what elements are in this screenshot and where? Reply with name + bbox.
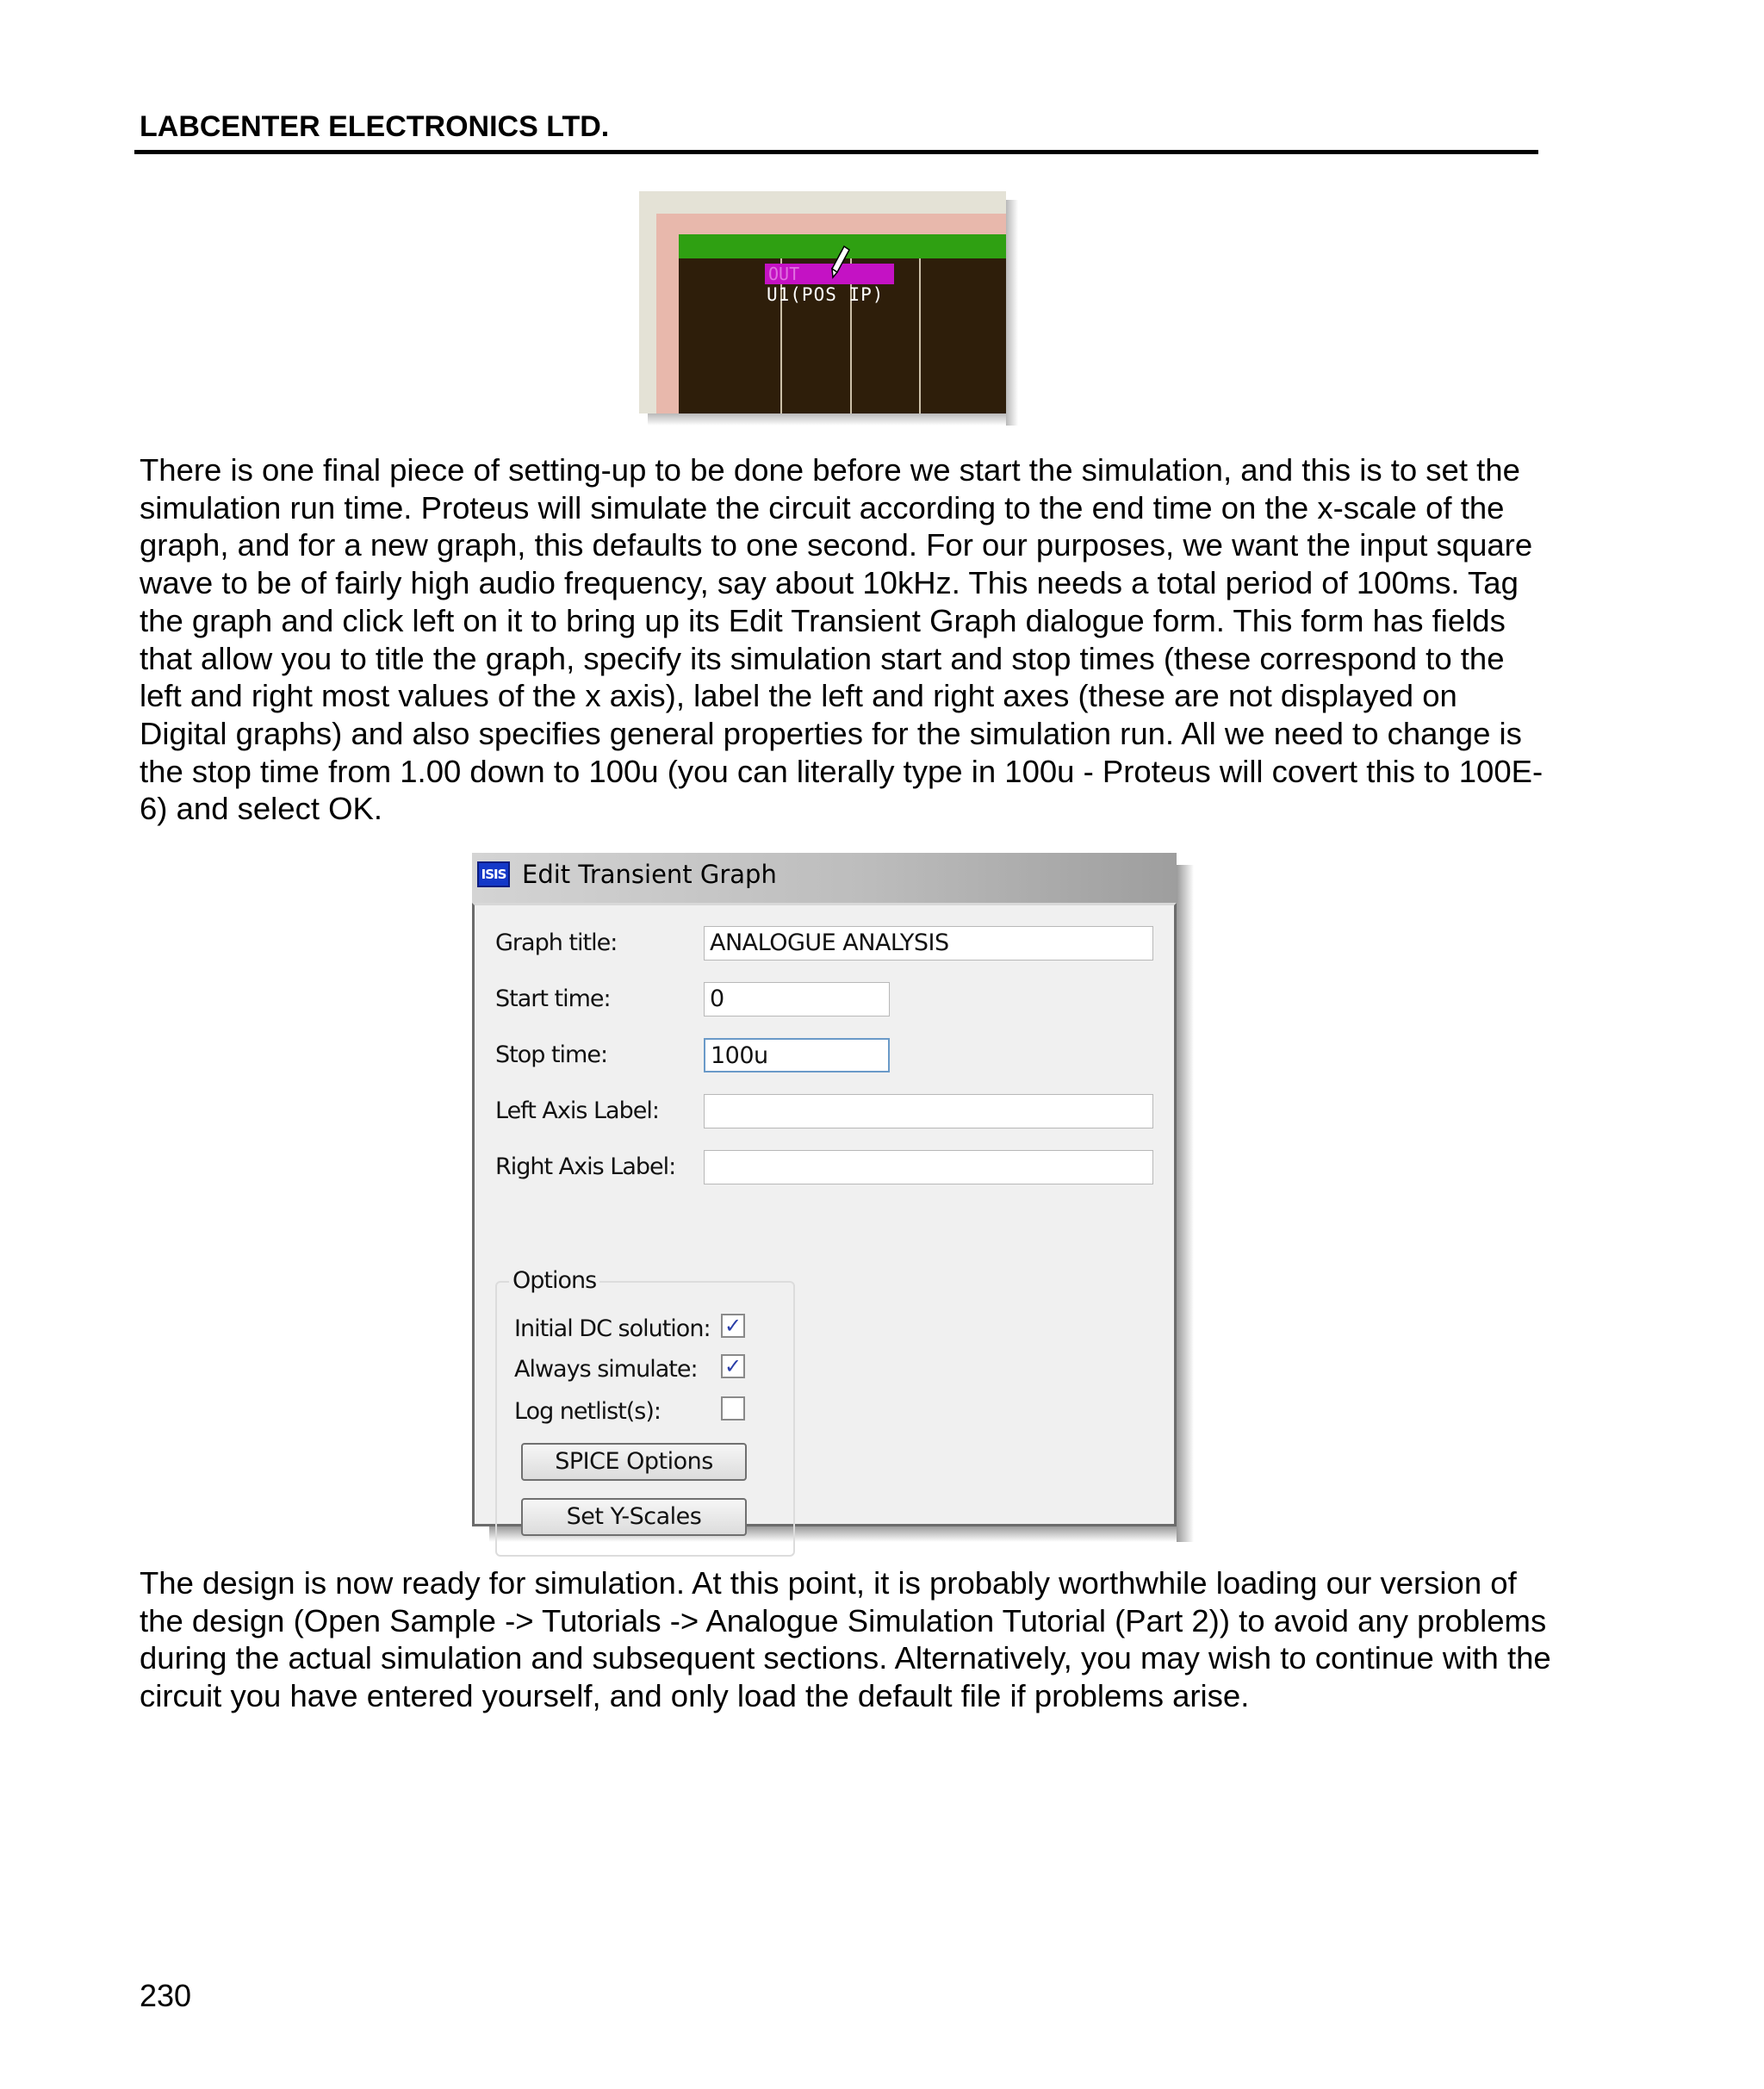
header-rule: [134, 150, 1538, 154]
left-axis-label: Left Axis Label:: [495, 1097, 659, 1124]
paragraph-setup: There is one final piece of setting-up to be done before we start the simulation, and this is to set the simulation run time. Proteus will simulate the circuit according to the end time on the x-scale of the graph, and for a new graph, this defaults to one second. For our purposes, we want the input square wave to be of fairly high audio frequency, say about 10kHz. This needs a total period of 100ms. Tag the graph and click left on it to bring up its Edit Transient Graph dialogue form. This form has fields that allow you to title the graph, specify its simulation start and stop times (these correspond to the left and right most values of the x axis), label the left and right axes (these are not displayed on Digital graphs) and also specifies general properties for the simulation run. All we need to change is the stop time from 1.00 down to 100u (you can literally type in 100u - Proteus will covert this to 100E-6) and select OK.: [140, 452, 1544, 827]
always-simulate-label: Always simulate:: [514, 1356, 698, 1383]
trace-label-top: OUT: [768, 264, 800, 284]
graph-gridline: [919, 258, 921, 413]
graph-screenshot: [639, 191, 1006, 413]
right-axis-label: Right Axis Label:: [495, 1153, 676, 1180]
isis-app-icon: ISIS: [477, 861, 510, 887]
graph-shadow-bottom: [648, 413, 1015, 426]
dialog-shadow-right: [1177, 865, 1194, 1542]
document-header: LABCENTER ELECTRONICS LTD.: [140, 110, 610, 143]
edit-transient-graph-dialog: [472, 853, 1177, 1530]
checkmark-icon: ✓: [724, 1354, 742, 1378]
dialog-titlebar[interactable]: [472, 853, 1177, 903]
initial-dc-solution-label: Initial DC solution:: [514, 1315, 711, 1342]
pencil-cursor-icon: [829, 245, 851, 279]
always-simulate-checkbox[interactable]: [721, 1354, 745, 1378]
graph-title-field[interactable]: ANALOGUE ANALYSIS: [704, 926, 1153, 961]
dialog-title: Edit Transient Graph: [522, 860, 777, 889]
trace-label: U1(POS IP): [767, 284, 885, 305]
page-number: 230: [140, 1978, 192, 2013]
graph-title-label: Graph title:: [495, 929, 618, 956]
log-netlist-label: Log netlist(s):: [514, 1398, 662, 1425]
start-time-field[interactable]: 0: [704, 982, 890, 1017]
stop-time-label: Stop time:: [495, 1041, 608, 1068]
checkmark-icon: ✓: [724, 1314, 742, 1338]
dialog-body: [472, 903, 1177, 1530]
set-y-scales-button[interactable]: Set Y-Scales: [521, 1498, 747, 1536]
paragraph-ready: The design is now ready for simulation. At this point, it is probably worthwhile loading our version of the design (Open Sample -> Tutorials -> Analogue Simulation Tutorial (Part 2)) to avoid any problems during the actual simulation and subsequent sections. Alternatively, you may wish to continue with the circuit you have entered yourself, and only load the default file if problems arise.: [140, 1565, 1551, 1714]
spice-options-button[interactable]: SPICE Options: [521, 1443, 747, 1481]
left-axis-label-field[interactable]: [704, 1094, 1153, 1128]
start-time-label: Start time:: [495, 985, 611, 1012]
right-axis-label-field[interactable]: [704, 1150, 1153, 1184]
options-group-label: Options: [509, 1267, 599, 1294]
log-netlist-checkbox[interactable]: [721, 1396, 745, 1421]
initial-dc-solution-checkbox[interactable]: [721, 1314, 745, 1338]
graph-shadow-right: [1006, 200, 1018, 426]
stop-time-field[interactable]: 100u: [704, 1038, 890, 1072]
